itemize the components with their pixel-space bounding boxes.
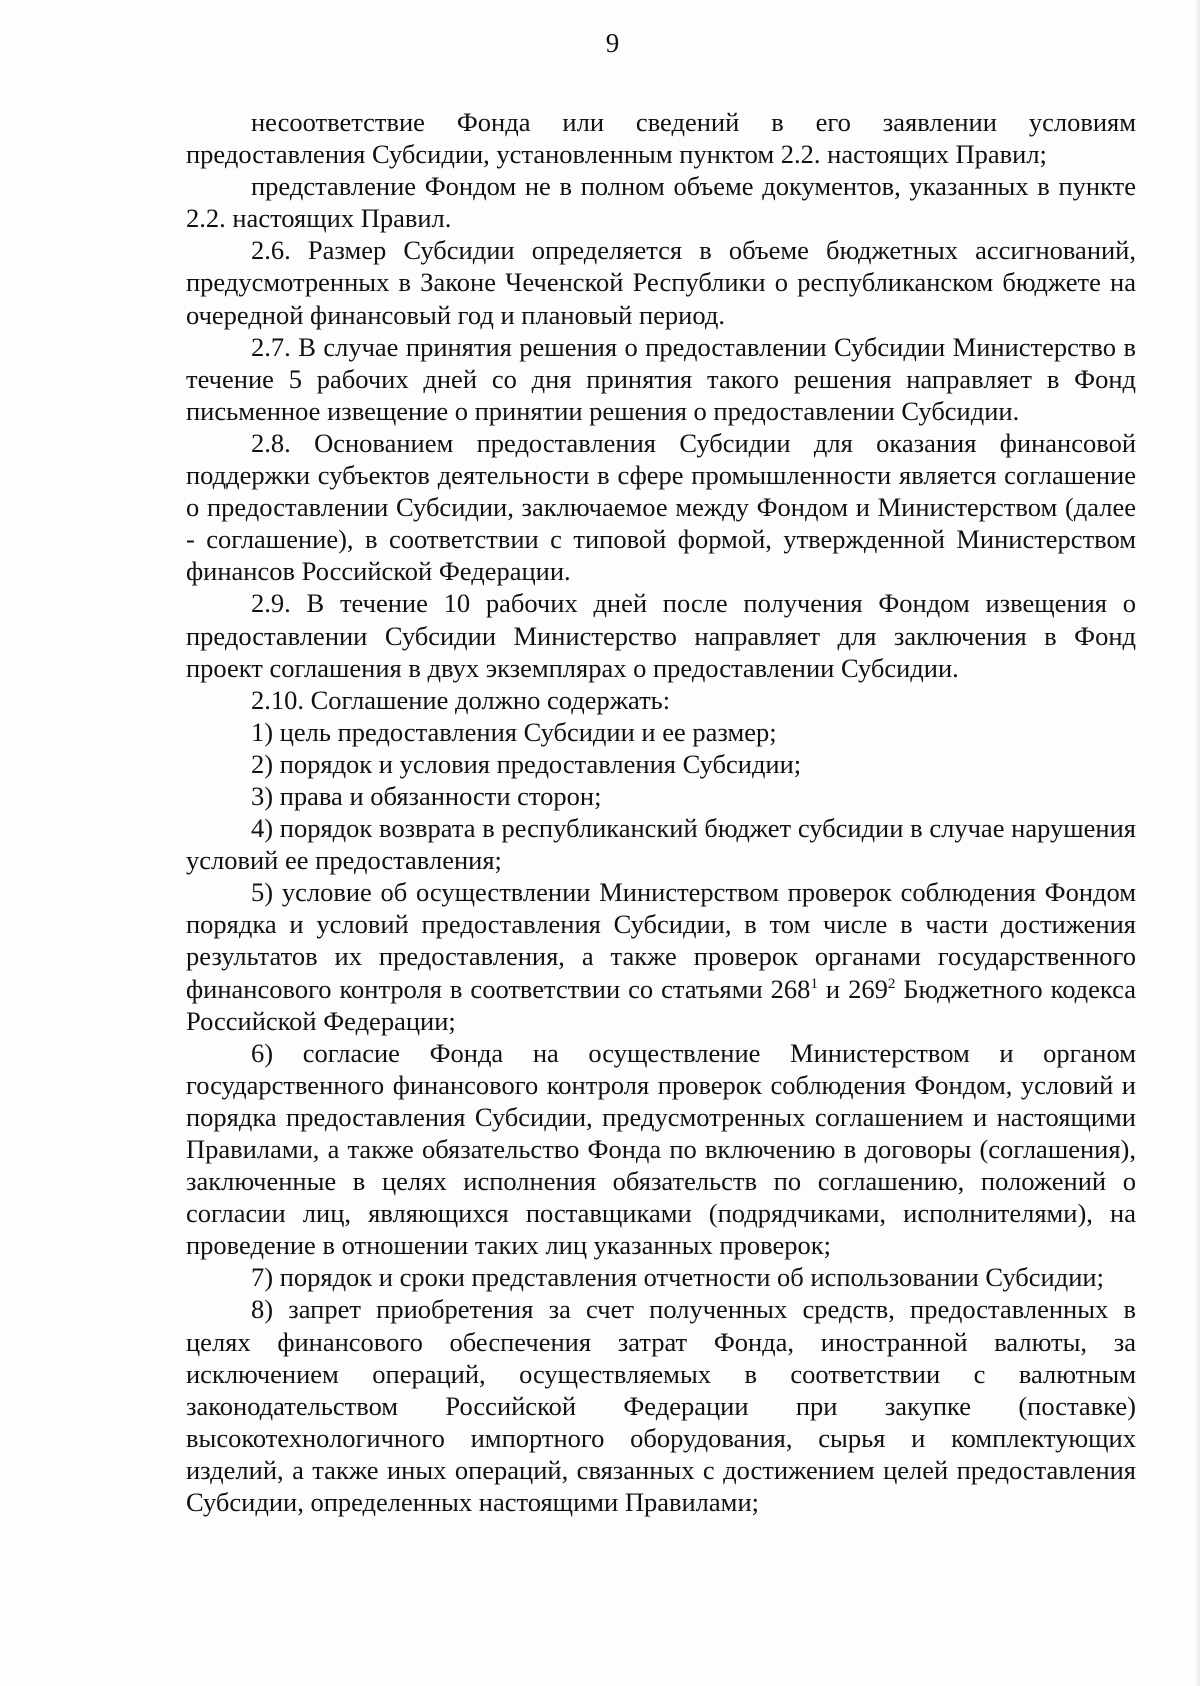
paragraph-text: и 269 — [817, 973, 888, 1004]
scan-edge — [1194, 0, 1200, 1686]
superscript: 2 — [887, 975, 896, 992]
paragraph: представление Фондом не в полном объеме документов, указанных в пункте 2.2. настоящих Правил. — [186, 171, 1136, 234]
document-body — [186, 106, 1136, 1518]
list-item — [186, 876, 1136, 1036]
paragraph: 2.9. В течение 10 рабочих дней после получения Фондом извещения о предоставлении Субсидии Министерство направляет для заключения в Фонд проект соглашения в двух экземплярах о предоставлении Субсидии. — [186, 588, 1136, 683]
paragraph-text: Бюджетного кодекса Российской Федерации; — [186, 973, 1136, 1036]
paragraph: 2.10. Соглашение должно содержать: — [251, 684, 671, 715]
list-item: 3) права и обязанности сторон; — [251, 780, 602, 811]
list-item: 2) порядок и условия предоставления Субсидии; — [251, 748, 802, 779]
paragraph-text: 5) условие об осуществлении Министерством проверок соблюдения Фондом порядка и условий предоставления Субсидии, в том числе в части достижения результатов их предоставления, а также проверок органами государственного финансового контроля в соответствии со статьями 268 — [186, 877, 1136, 1004]
superscript: 1 — [810, 975, 818, 992]
list-item: 4) порядок возврата в республиканский бюджет субсидии в случае нарушения условий ее предоставления; — [186, 813, 1136, 876]
list-item: 1) цель предоставления Субсидии и ее размер; — [251, 716, 777, 747]
paragraph: несоответствие Фонда или сведений в его заявлении условиям предоставления Субсидии, установленным пунктом 2.2. настоящих Правил; — [186, 107, 1136, 170]
paragraph: 2.7. В случае принятия решения о предоставлении Субсидии Министерство в течение 5 рабочих дней со дня принятия такого решения направляет в Фонд письменное извещение о принятии решения о предоставлении Субсидии. — [186, 331, 1136, 426]
paragraph: 2.6. Размер Субсидии определяется в объеме бюджетных ассигнований, предусмотренных в Законе Чеченской Республики о республиканском бюджете на очередной финансовый год и плановый период. — [186, 235, 1136, 330]
list-item: 6) согласие Фонда на осуществление Министерством и органом государственного финансового контроля проверок соблюдения Фондом, условий и порядка предоставления Субсидии, предусмотренных соглашением и настоящими Правилами, а также обязательство Фонда по включению в договоры (соглашения), заключенные в целях исполнения обязательств по соглашению, положений о согласии лиц, являющихся поставщиками (подрядчиками, исполнителями), на проведение в отношении таких лиц указанных проверок; — [186, 1037, 1136, 1261]
list-item: 8) запрет приобретения за счет полученных средств, предоставленных в целях финансового обеспечения затрат Фонда, иностранной валюты, за исключением операций, осуществляемых в соответствии с валютным законодательством Российской Федерации при закупке (поставке) высокотехнологичного импортного оборудования, сырья и комплектующих изделий, а также иных операций, связанных с достижением целей предоставления Субсидии, определенных настоящими Правилами; — [186, 1294, 1136, 1518]
list-item: 7) порядок и сроки представления отчетности об использовании Субсидии; — [251, 1262, 1104, 1293]
page-number: 9 — [605, 28, 620, 58]
paragraph: 2.8. Основанием предоставления Субсидии для оказания финансовой поддержки субъектов деятельности в сфере промышленности является соглашение о предоставлении Субсидии, заключаемое между Фондом и Министерством (далее - соглашение), в соответствии с типовой формой, утвержденной Министерством финансов Российской Федерации. — [186, 427, 1136, 587]
